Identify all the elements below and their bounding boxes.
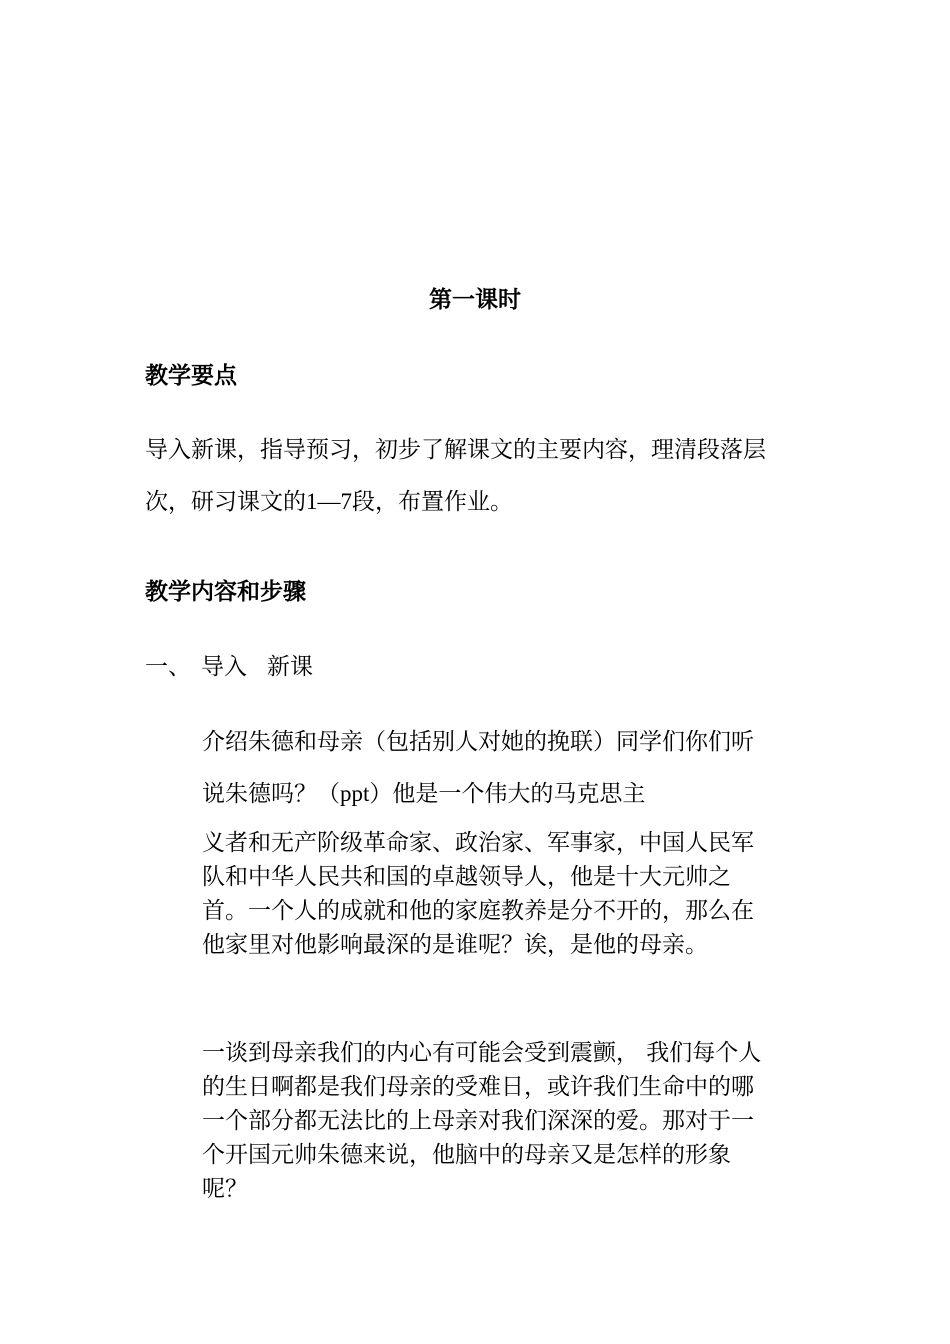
section-title-part1: 导入: [201, 654, 247, 680]
intro-text-a: 介绍朱德和母亲（包括别人对她的挽联）同学们你们听说朱德吗？（: [202, 729, 754, 807]
section-one-heading: [145, 651, 313, 683]
intro-paragraph-1: [202, 716, 770, 820]
lesson-title: 第一课时: [429, 287, 521, 313]
section-number: 一、: [145, 654, 191, 680]
intro-text-b: ）他是一个伟大的马克思主: [369, 781, 646, 807]
paragraph-range: 1—7: [306, 489, 352, 514]
intro-paragraph-3: 一谈到母亲我们的内心有可能会受到震颤， 我们每个人的生日啊都是我们母亲的受难日，或许我们生命中的哪一个部分都无法比的上母亲对我们深深的爱。那对于一个开国元帅朱德来说，他脑中的母亲又是怎样的形象呢？: [202, 1040, 762, 1202]
intro-paragraph-2: 义者和无产阶级革命家、政治家、军事家，中国人民军队和中华人民共和国的卓越领导人，他是十大元帅之首。一个人的成就和他的家庭教养是分不开的，那么在他家里对他影响最深的是谁呢？诶，是他的母亲。: [202, 830, 754, 958]
teaching-points-text: [145, 424, 770, 528]
teaching-points-text-b: 段，布置作业。: [352, 489, 513, 515]
content-steps-heading: 教学内容和步骤: [145, 579, 306, 605]
teaching-points-heading: 教学要点: [145, 363, 237, 389]
section-title-part2: 新课: [267, 654, 313, 680]
ppt-label: ppt: [340, 781, 370, 806]
teaching-points-text-a: 导入新课，指导预习，初步了解课文的主要内容，理清段落层次，研习课文的: [145, 437, 766, 515]
